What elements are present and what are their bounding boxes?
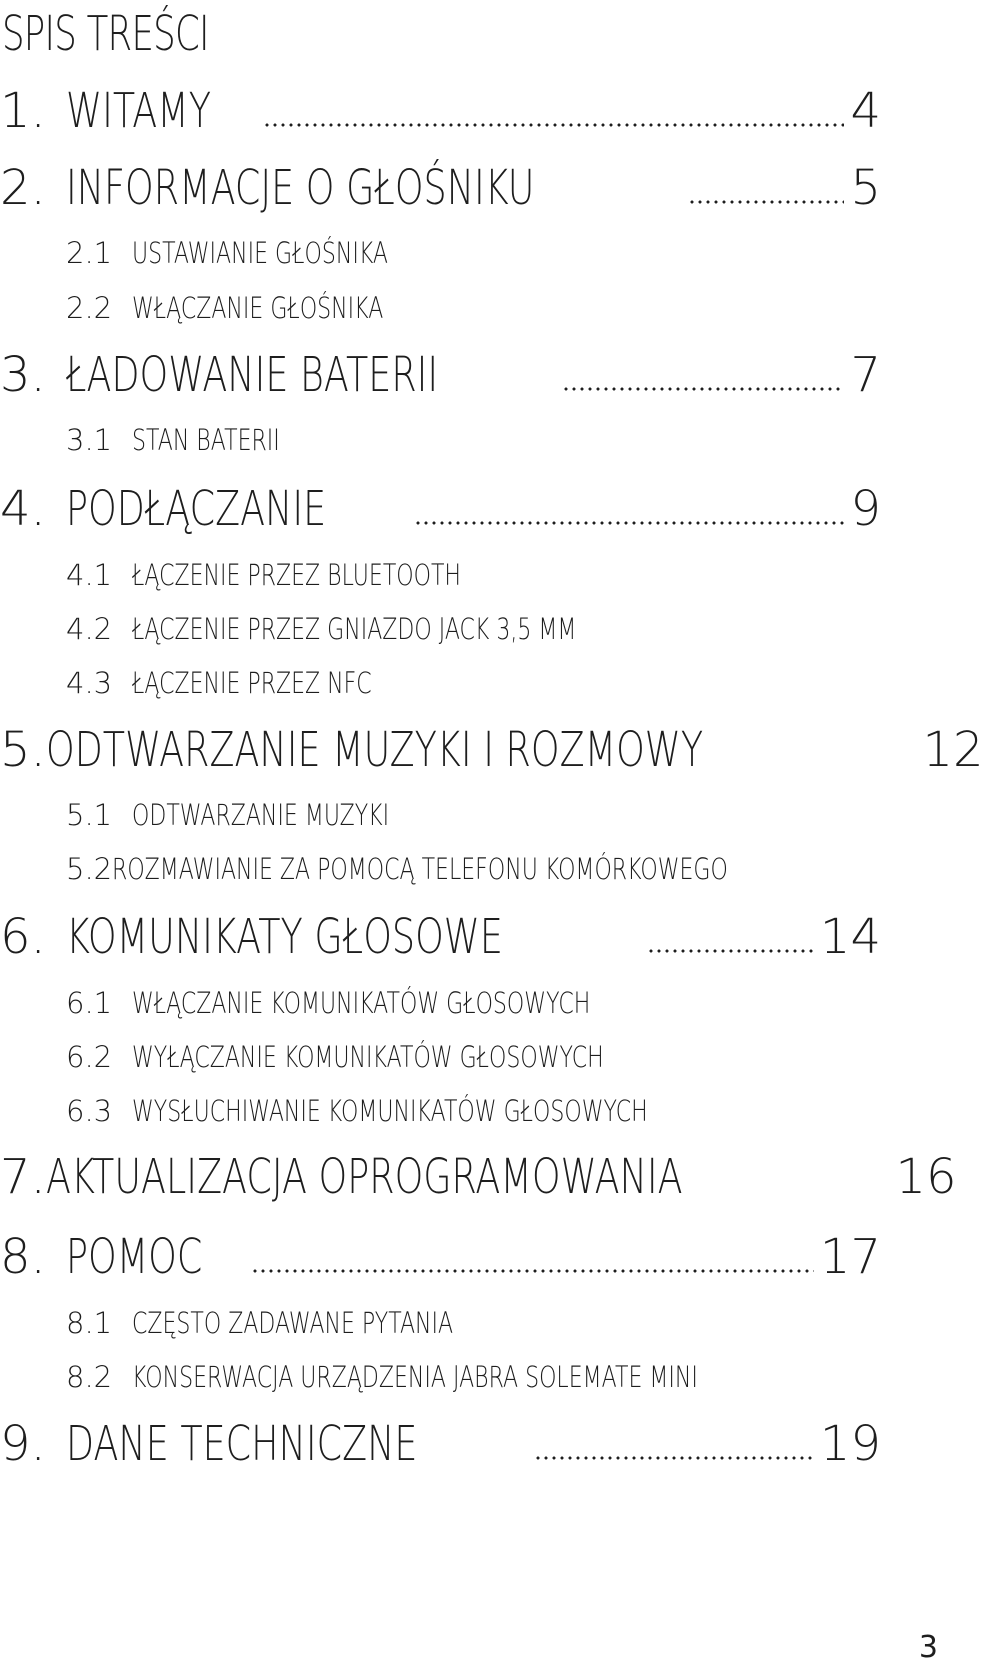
toc-entry-page: 14 <box>819 909 881 965</box>
toc-entry <box>0 903 881 965</box>
toc-entry-label: ŁADOWANIE BATERII <box>66 347 439 403</box>
toc-entry <box>0 1143 957 1205</box>
toc-subentry-label: ŁĄCZENIE PRZEZ BLUETOOTH <box>132 558 462 592</box>
toc-entry-number: 5. <box>0 722 46 778</box>
toc-subentry <box>0 664 881 700</box>
toc-subentry-label: WŁĄCZANIE GŁOŚNIKA <box>132 291 384 325</box>
toc-subentry-number: 6.2 <box>66 1040 113 1074</box>
toc-entry <box>0 475 881 537</box>
toc-entry <box>0 154 881 216</box>
toc-title: SPIS TREŚCI <box>2 6 209 62</box>
toc-entry-label: DANE TECHNICZNE <box>66 1416 418 1472</box>
toc-subentry-number: 4.3 <box>66 666 113 700</box>
toc-subentry-label: WYSŁUCHIWANIE KOMUNIKATÓW GŁOSOWYCH <box>132 1094 648 1128</box>
toc-entry <box>0 1223 881 1285</box>
toc-subentry <box>0 1038 881 1074</box>
toc-entry-number: 6. <box>0 909 46 965</box>
toc-subentry-label: WŁĄCZANIE KOMUNIKATÓW GŁOSOWYCH <box>132 986 591 1020</box>
toc-entry-label: ODTWARZANIE MUZYKI I ROZMOWY <box>45 722 703 778</box>
toc-subentry <box>0 289 881 325</box>
toc-dot-leader <box>251 1261 813 1275</box>
toc-subentry-number: 2.1 <box>66 236 113 270</box>
toc-entry-label: PODŁĄCZANIE <box>66 481 327 537</box>
toc-subentry-number: 3.1 <box>66 423 113 457</box>
toc-entry-label: POMOC <box>66 1229 203 1285</box>
toc-subentry-number: 4.1 <box>66 558 113 592</box>
toc-subentry-label: CZĘSTO ZADAWANE PYTANIA <box>132 1306 454 1340</box>
toc-subentry <box>0 421 881 457</box>
toc-entry-label: INFORMACJE O GŁOŚNIKU <box>66 160 535 216</box>
toc-subentry-label: STAN BATERII <box>132 423 280 457</box>
toc-subentry <box>0 234 881 270</box>
toc-subentry <box>0 796 881 832</box>
toc-subentry <box>0 610 881 646</box>
toc-subentry-label: ŁĄCZENIE PRZEZ GNIAZDO JACK 3,5 MM <box>132 612 577 646</box>
toc-entry-label: KOMUNIKATY GŁOSOWE <box>66 909 503 965</box>
toc-subentry-number: 4.2 <box>66 612 113 646</box>
toc-subentry <box>0 1092 881 1128</box>
toc-subentry-label: WYŁĄCZANIE KOMUNIKATÓW GŁOSOWYCH <box>132 1040 604 1074</box>
toc-entry-page: 4 <box>850 83 881 139</box>
toc-entry-page: 17 <box>819 1229 881 1285</box>
toc-entry <box>0 77 881 139</box>
toc-entry <box>0 716 984 778</box>
page-number: 3 <box>918 1630 938 1665</box>
toc-entry-number: 4. <box>0 481 46 537</box>
toc-entry-page: 7 <box>850 347 881 403</box>
toc-subentry-number: 6.1 <box>66 986 113 1020</box>
toc-subentry-label: KONSERWACJA URZĄDZENIA JABRA SOLEMATE MINI <box>132 1360 698 1394</box>
toc-subentry-label: USTAWIANIE GŁOŚNIKA <box>132 236 388 270</box>
toc-dot-leader <box>688 192 844 206</box>
toc-entry-number: 8. <box>0 1229 46 1285</box>
toc-entry-page: 5 <box>850 160 881 216</box>
toc-entry-number: 7. <box>0 1149 46 1205</box>
toc-subentry <box>0 850 881 886</box>
toc-subentry <box>0 1304 881 1340</box>
toc-entry-label: AKTUALIZACJA OPROGRAMOWANIA <box>45 1149 683 1205</box>
toc-dot-leader <box>534 1448 814 1462</box>
toc-entry-number: 2. <box>0 160 46 216</box>
toc-entry-number: 1. <box>0 83 46 139</box>
toc-subentry-label: ŁĄCZENIE PRZEZ NFC <box>132 666 372 700</box>
toc-subentry <box>0 1358 881 1394</box>
toc-subentry-label: ROZMAWIANIE ZA POMOCĄ TELEFONU KOMÓRKOWEGO <box>112 852 728 886</box>
toc-entry-page: 16 <box>895 1149 957 1205</box>
toc-dot-leader <box>414 513 844 527</box>
toc-entry <box>0 1410 881 1472</box>
toc-subentry-number: 8.2 <box>66 1360 113 1394</box>
toc-entry-number: 3. <box>0 347 46 403</box>
toc-entry-page: 12 <box>922 722 984 778</box>
toc-subentry-number: 5.2 <box>66 852 113 886</box>
toc-entry-label: WITAMY <box>66 83 211 139</box>
toc-entry-page: 19 <box>819 1416 881 1472</box>
toc-entry-number: 9. <box>0 1416 46 1472</box>
toc-subentry-number: 8.1 <box>66 1306 113 1340</box>
toc-subentry <box>0 984 881 1020</box>
toc-subentry <box>0 556 881 592</box>
toc-entry <box>0 341 881 403</box>
toc-subentry-number: 5.1 <box>66 798 113 832</box>
toc-dot-leader <box>263 115 845 129</box>
toc-subentry-label: ODTWARZANIE MUZYKI <box>132 798 390 832</box>
toc-dot-leader <box>647 941 814 955</box>
toc-subentry-number: 6.3 <box>66 1094 113 1128</box>
toc-subentry-number: 2.2 <box>66 291 113 325</box>
toc-dot-leader <box>562 379 845 393</box>
toc-entry-page: 9 <box>850 481 881 537</box>
